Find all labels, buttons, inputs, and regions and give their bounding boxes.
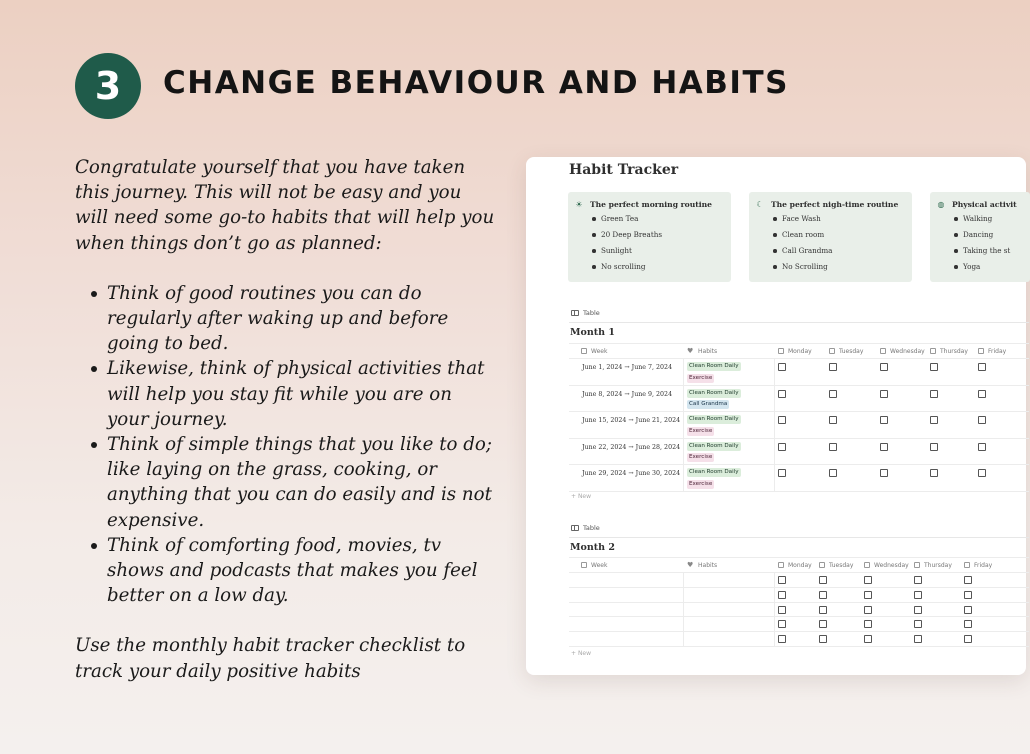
day-checkbox-monday[interactable]	[778, 363, 786, 371]
day-checkbox-friday[interactable]	[978, 443, 986, 451]
column-header-label: Thursday	[924, 561, 952, 569]
callout-item: Dancing	[954, 230, 1010, 246]
day-checkbox-monday[interactable]	[778, 390, 786, 398]
checkbox-property-icon	[778, 348, 784, 354]
checkbox-property-icon	[778, 562, 784, 568]
day-checkbox-wednesday[interactable]	[880, 443, 888, 451]
habit-tracker-card	[526, 157, 1026, 675]
day-checkbox-thursday[interactable]	[930, 443, 938, 451]
habits-cell[interactable]	[683, 386, 773, 412]
day-checkbox-monday[interactable]	[778, 469, 786, 477]
column-divider	[774, 439, 775, 465]
callout-item: Face Wash	[773, 214, 832, 230]
habits-cell[interactable]	[683, 359, 773, 385]
habit-tag: Clean Room Daily	[689, 416, 739, 422]
column-header-monday[interactable]	[778, 558, 812, 572]
day-checkbox-tuesday[interactable]	[819, 606, 827, 614]
day-checkbox-thursday[interactable]	[930, 416, 938, 424]
table-view-label: Table	[583, 309, 600, 317]
heart-icon: ♥	[687, 347, 694, 355]
day-checkbox-wednesday[interactable]	[864, 620, 872, 628]
table-row[interactable]	[569, 438, 1029, 465]
checkbox-property-icon	[864, 562, 870, 568]
month-title: Month 1	[570, 327, 615, 338]
new-row-label: New	[577, 493, 592, 500]
day-checkbox-monday[interactable]	[778, 606, 786, 614]
column-divider	[683, 632, 684, 646]
column-header-label: Monday	[788, 561, 812, 569]
column-header-week[interactable]	[581, 558, 607, 572]
day-checkbox-thursday[interactable]	[914, 620, 922, 628]
habit-tag: Clean Room Daily	[689, 469, 739, 475]
column-header-label: Tuesday	[839, 347, 864, 355]
day-checkbox-tuesday[interactable]	[819, 591, 827, 599]
column-divider	[774, 359, 775, 385]
checkbox-property-icon	[819, 562, 825, 568]
day-checkbox-tuesday[interactable]	[829, 416, 837, 424]
column-header-friday[interactable]	[964, 558, 992, 572]
basketball-icon: ◍	[937, 199, 945, 209]
column-header-label: Week	[591, 561, 608, 569]
column-header-week[interactable]	[581, 344, 607, 358]
table-row[interactable]	[569, 631, 1029, 646]
table-view-tab-month1[interactable]	[571, 309, 600, 317]
habit-tag: Exercise	[689, 374, 713, 381]
callout-item: Yoga	[954, 262, 1010, 278]
day-checkbox-tuesday[interactable]	[819, 635, 827, 643]
day-checkbox-monday[interactable]	[778, 576, 786, 584]
habit-tag: Exercise	[689, 427, 713, 434]
new-row-label: New	[577, 650, 592, 657]
divider	[569, 322, 1029, 323]
new-row-button[interactable]: + New	[571, 650, 592, 657]
day-checkbox-thursday[interactable]	[914, 606, 922, 614]
habit-tag: Exercise	[689, 480, 713, 487]
checkbox-property-icon	[829, 348, 835, 354]
column-header-tuesday[interactable]	[829, 344, 863, 358]
divider	[569, 537, 1029, 538]
column-header-thursday[interactable]	[930, 344, 968, 358]
callout-title: The perfect nigh-time routine	[771, 199, 899, 209]
column-header-label: Habits	[698, 561, 718, 569]
day-checkbox-tuesday[interactable]	[829, 363, 837, 371]
sun-icon: ☀	[575, 199, 583, 209]
habit-tag: Clean Room Daily	[689, 389, 739, 396]
column-divider	[683, 617, 684, 631]
week-range: June 29, 2024 → June 30, 2024	[582, 470, 681, 477]
habits-cell[interactable]	[683, 439, 773, 465]
table-icon	[571, 310, 579, 316]
callout-item: Clean room	[773, 230, 832, 246]
habit-tag: Exercise	[689, 454, 713, 460]
callout-physical-activities	[930, 192, 1030, 282]
day-checkbox-monday[interactable]	[778, 443, 786, 451]
day-checkbox-wednesday[interactable]	[880, 416, 888, 424]
callout-title: The perfect morning routine	[590, 199, 712, 209]
table-row[interactable]	[569, 464, 1029, 491]
column-header-wednesday[interactable]	[864, 558, 909, 572]
column-header-habits[interactable]	[687, 344, 717, 358]
callout-night-routine	[749, 192, 912, 282]
column-header-label: Tuesday	[829, 561, 854, 569]
column-header-thursday[interactable]	[914, 558, 952, 572]
table-bottom-border	[569, 646, 1029, 647]
column-divider	[683, 573, 684, 587]
checkbox-property-icon	[914, 562, 920, 568]
table-icon	[571, 525, 579, 531]
column-divider	[774, 412, 775, 438]
checkbox-property-icon	[964, 562, 970, 568]
tip-item: Think of comforting food, movies, tv shows and podcasts that makes you feel better on a low day.	[89, 533, 495, 609]
day-checkbox-monday[interactable]	[778, 416, 786, 424]
day-checkbox-tuesday[interactable]	[819, 576, 827, 584]
day-checkbox-friday[interactable]	[964, 606, 972, 614]
table-row[interactable]	[569, 358, 1029, 385]
page-title: CHANGE BEHAVIOUR AND HABITS	[163, 65, 789, 101]
column-header-tuesday[interactable]	[819, 558, 853, 572]
table-row[interactable]	[569, 616, 1029, 631]
table-header-row	[569, 557, 1029, 572]
checkbox-property-icon	[930, 348, 936, 354]
day-checkbox-friday[interactable]	[978, 416, 986, 424]
checkbox-property-icon	[978, 348, 984, 354]
day-checkbox-wednesday[interactable]	[864, 591, 872, 599]
day-checkbox-thursday[interactable]	[914, 635, 922, 643]
habit-tag: Clean Room Daily	[689, 442, 739, 449]
day-checkbox-tuesday[interactable]	[829, 469, 837, 477]
callout-item: 20 Deep Breaths	[592, 230, 662, 246]
habit-tag: Call Grandma	[689, 401, 728, 407]
outro-paragraph: Use the monthly habit tracker checklist to track your daily positive habits	[75, 635, 466, 682]
column-header-wednesday[interactable]	[880, 344, 925, 358]
day-checkbox-wednesday[interactable]	[864, 576, 872, 584]
column-header-label: Thursday	[940, 347, 968, 355]
table-row[interactable]	[569, 411, 1029, 438]
day-checkbox-friday[interactable]	[964, 591, 972, 599]
callout-item: Walking	[954, 214, 1010, 230]
column-divider	[774, 632, 775, 646]
habits-cell[interactable]	[683, 465, 773, 491]
day-checkbox-wednesday[interactable]	[880, 469, 888, 477]
table-view-tab-month2[interactable]	[571, 524, 600, 532]
column-divider	[774, 386, 775, 412]
table-bottom-border	[569, 491, 1029, 492]
heart-icon: ♥	[687, 561, 694, 569]
calendar-icon	[581, 348, 587, 354]
column-header-label: Monday	[788, 347, 812, 355]
callout-item: Green Tea	[592, 214, 662, 230]
day-checkbox-friday[interactable]	[964, 635, 972, 643]
step-number-badge	[75, 53, 141, 119]
callout-item: Call Grandma	[773, 246, 832, 262]
column-header-label: Habits	[698, 347, 718, 355]
day-checkbox-thursday[interactable]	[930, 363, 938, 371]
column-header-monday[interactable]	[778, 344, 812, 358]
month-title: Month 2	[570, 542, 615, 553]
column-divider	[774, 603, 775, 617]
step-number: 3	[94, 64, 122, 108]
callout-morning-routine	[568, 192, 731, 282]
day-checkbox-friday[interactable]	[978, 390, 986, 398]
table-view-label: Table	[583, 524, 600, 532]
column-header-habits[interactable]	[687, 558, 717, 572]
week-range: June 8, 2024 → June 9, 2024	[582, 390, 673, 398]
table-row[interactable]	[569, 602, 1029, 617]
callout-item: Sunlight	[592, 246, 662, 262]
column-divider	[683, 603, 684, 617]
column-divider	[774, 465, 775, 491]
day-checkbox-tuesday[interactable]	[829, 443, 837, 451]
new-row-button[interactable]: + New	[571, 493, 592, 500]
moon-icon: ☾	[756, 199, 764, 209]
day-checkbox-thursday[interactable]	[930, 390, 938, 398]
table-row[interactable]	[569, 385, 1029, 412]
callout-item: No Scrolling	[773, 262, 832, 278]
table-row[interactable]	[569, 572, 1029, 587]
intro-paragraph: Congratulate yourself that you have taken this journey. This will not be easy and you will need some go-to habits that will help you when things don’t go as planned:	[75, 157, 495, 254]
day-checkbox-friday[interactable]	[978, 363, 986, 371]
table-header-row	[569, 343, 1029, 358]
day-checkbox-wednesday[interactable]	[880, 390, 888, 398]
day-checkbox-friday[interactable]	[978, 469, 986, 477]
column-header-label: Week	[591, 347, 608, 355]
day-checkbox-monday[interactable]	[778, 620, 786, 628]
day-checkbox-tuesday[interactable]	[829, 390, 837, 398]
week-range: June 15, 2024 → June 21, 2024	[582, 417, 681, 424]
day-checkbox-wednesday[interactable]	[864, 635, 872, 643]
body-text	[75, 155, 495, 684]
week-range: June 22, 2024 → June 28, 2024	[582, 443, 681, 451]
column-header-label: Wednesday	[874, 561, 909, 569]
day-checkbox-thursday[interactable]	[914, 576, 922, 584]
day-checkbox-friday[interactable]	[964, 576, 972, 584]
calendar-icon	[581, 562, 587, 568]
tip-item: Likewise, think of physical activities that will help you stay fit while you are on your journey.	[89, 356, 495, 432]
month1-table	[569, 343, 1029, 492]
day-checkbox-tuesday[interactable]	[819, 620, 827, 628]
day-checkbox-monday[interactable]	[778, 635, 786, 643]
habit-tag: Clean Room Daily	[689, 363, 739, 369]
column-divider	[774, 617, 775, 631]
day-checkbox-wednesday[interactable]	[864, 606, 872, 614]
day-checkbox-monday[interactable]	[778, 591, 786, 599]
callout-title: Physical activit	[952, 199, 1017, 209]
column-header-friday[interactable]	[978, 344, 1006, 358]
column-divider	[774, 573, 775, 587]
column-header-label: Friday	[974, 561, 993, 569]
column-header-label: Wednesday	[890, 347, 925, 355]
callout-item: Taking the st	[954, 246, 1010, 262]
callout-item: No scrolling	[592, 262, 662, 278]
tip-item: Think of simple things that you like to do; like laying on the grass, cooking, or anything that you can do easily and is not expensive.	[89, 432, 495, 533]
day-checkbox-thursday[interactable]	[914, 591, 922, 599]
habits-cell[interactable]	[683, 412, 773, 438]
day-checkbox-wednesday[interactable]	[880, 363, 888, 371]
checkbox-property-icon	[880, 348, 886, 354]
tracker-title: Habit Tracker	[569, 162, 679, 178]
day-checkbox-friday[interactable]	[964, 620, 972, 628]
table-row[interactable]	[569, 587, 1029, 602]
week-range: June 1, 2024 → June 7, 2024	[582, 364, 673, 371]
column-divider	[683, 588, 684, 602]
column-header-label: Friday	[988, 347, 1007, 355]
month2-table	[569, 557, 1029, 647]
column-divider	[774, 588, 775, 602]
day-checkbox-thursday[interactable]	[930, 469, 938, 477]
tips-list	[89, 281, 495, 609]
tip-item: Think of good routines you can do regularly after waking up and before going to bed.	[89, 281, 495, 357]
